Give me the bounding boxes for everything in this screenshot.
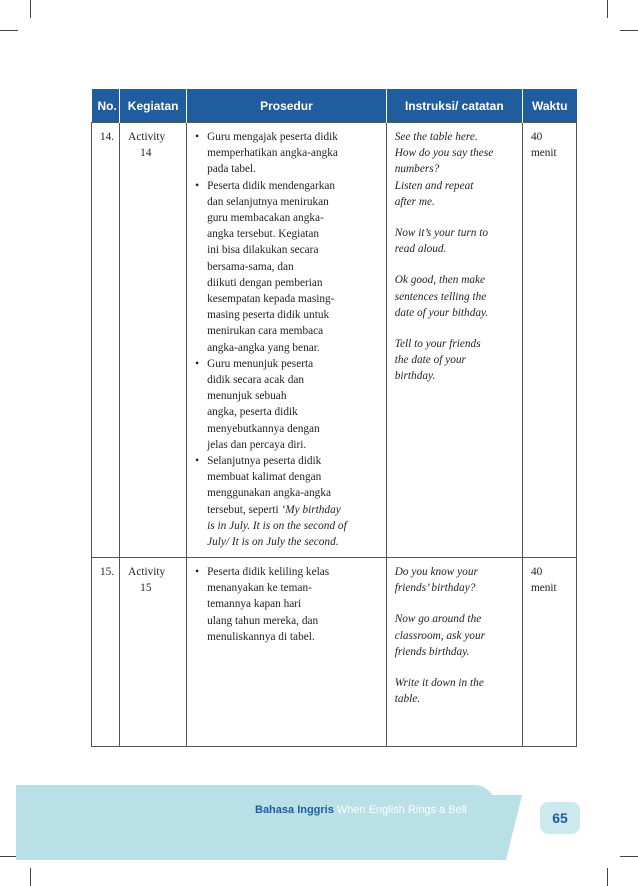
- line: Now it’s your turn to: [394, 227, 489, 240]
- row-instruksi: [386, 558, 522, 747]
- list-item: [195, 453, 380, 550]
- line-plain: tersebut, seperti: [207, 503, 282, 516]
- book-title: Bahasa Inggris: [255, 804, 334, 816]
- instruction-block: [395, 225, 516, 257]
- line: [207, 502, 380, 518]
- line: bersama-sama, dan: [207, 260, 294, 273]
- instruction-block: [395, 675, 516, 707]
- line: sentences telling the: [394, 290, 487, 303]
- line: friends birthday.: [394, 645, 470, 658]
- kegiatan-number: 14: [140, 147, 152, 160]
- line: menyebutkannya dengan: [207, 422, 320, 435]
- waktu-unit: menit: [530, 582, 557, 595]
- row-waktu: [522, 123, 576, 558]
- crop-mark-br-h: [620, 856, 638, 857]
- list-item: [195, 356, 380, 453]
- line: guru membacakan angka-: [207, 212, 324, 225]
- line: ini bisa dilakukan secara: [207, 244, 319, 257]
- kegiatan-number: 15: [140, 582, 152, 595]
- row-prosedur: [187, 123, 387, 558]
- line: Listen and repeat: [394, 179, 474, 192]
- line: menggunakan angka-angka: [207, 487, 331, 500]
- lesson-table: [91, 89, 577, 747]
- header-prosedur: Prosedur: [187, 89, 387, 123]
- line: date of your bithday.: [394, 306, 489, 319]
- row-number: 15.: [92, 558, 120, 747]
- line: didik secara acak dan: [207, 374, 305, 387]
- crop-mark-tl-h: [0, 30, 18, 31]
- line: membuat kalimat dengan: [207, 471, 322, 484]
- line: memperhatikan angka-angka: [207, 147, 338, 160]
- book-subtitle: When English Rings a Bell: [333, 804, 467, 816]
- line: ulang tahun mereka, dan: [207, 614, 319, 627]
- line: Write it down in the: [394, 677, 484, 690]
- line: kesempatan kepada masing-: [207, 293, 335, 306]
- line: Now go around the: [394, 613, 482, 626]
- instruction-block: [395, 564, 516, 596]
- line-italic: ‘My birthday: [281, 503, 341, 516]
- list-item: [195, 564, 380, 645]
- line: menunjuk sebuah: [207, 390, 287, 403]
- line: after me.: [394, 195, 435, 208]
- line: How do you say these: [394, 147, 494, 160]
- crop-mark-tr-v: [607, 0, 608, 18]
- row-number: 14.: [92, 123, 120, 558]
- table-row: [92, 558, 577, 747]
- line: angka-angka yang benar.: [207, 341, 320, 354]
- line: friends’ birthday?: [394, 582, 476, 595]
- line: table.: [394, 693, 421, 706]
- line: • Selanjutnya peserta didik: [207, 455, 322, 468]
- line: • Peserta didik keliling kelas: [207, 566, 330, 578]
- header-waktu: Waktu: [522, 89, 576, 123]
- waktu-number: 40: [530, 566, 543, 578]
- line: read aloud.: [394, 243, 447, 256]
- line: diikuti dengan pemberian: [207, 276, 323, 289]
- waktu-unit: menit: [530, 147, 557, 160]
- instruction-block: [395, 129, 516, 210]
- line: • Peserta didik mendengarkan: [207, 179, 336, 192]
- line: dan selanjutnya menirukan: [207, 195, 329, 208]
- waktu-number: 40: [530, 131, 543, 143]
- line: numbers?: [394, 163, 440, 176]
- header-instruksi: Instruksi/ catatan: [386, 89, 522, 123]
- crop-mark-tl-v: [30, 0, 31, 18]
- row-kegiatan: [120, 558, 187, 747]
- line: pada tabel.: [207, 163, 257, 176]
- line: menuliskannya di tabel.: [207, 630, 315, 643]
- line: masing peserta didik untuk: [207, 309, 330, 322]
- table-header-row: [92, 89, 577, 123]
- line: Do you know your: [394, 566, 478, 578]
- line: temannya kapan hari: [207, 598, 302, 611]
- header-no: No.: [92, 89, 120, 123]
- row-instruksi: [386, 123, 522, 558]
- line: the date of your: [394, 354, 466, 367]
- line: July/ It is on July the second.: [207, 536, 339, 549]
- line: birthday.: [394, 370, 436, 383]
- line: menanyakan ke teman-: [207, 582, 312, 595]
- footer-band: [16, 785, 496, 860]
- prosedur-list: [195, 129, 380, 550]
- row-prosedur: [187, 558, 387, 747]
- line: is in July. It is on the second of: [207, 519, 347, 532]
- instruction-block: [395, 611, 516, 660]
- crop-mark-bl-v: [30, 868, 31, 886]
- line: Tell to your friends: [394, 338, 481, 351]
- table-row: [92, 123, 577, 558]
- row-waktu: [522, 558, 576, 747]
- row-kegiatan: [120, 123, 187, 558]
- line: See the table here.: [394, 131, 478, 143]
- line: angka tersebut. Kegiatan: [207, 228, 320, 241]
- line: classroom, ask your: [394, 629, 485, 642]
- instruction-block: [395, 336, 516, 385]
- line: • Guru mengajak peserta didik: [207, 131, 338, 143]
- crop-mark-br-v: [607, 868, 608, 886]
- crop-mark-tr-h: [620, 30, 638, 31]
- footer-book-title: [255, 804, 467, 816]
- kegiatan-label: Activity: [128, 131, 166, 143]
- line: • Guru menunjuk peserta: [207, 357, 314, 370]
- list-item: [195, 129, 380, 178]
- line: Ok good, then make: [394, 274, 486, 287]
- instruction-block: [395, 272, 516, 321]
- line: menirukan cara membaca: [207, 325, 324, 338]
- line: jelas dan percaya diri.: [207, 438, 307, 451]
- prosedur-list: [195, 564, 380, 645]
- header-kegiatan: Kegiatan: [120, 89, 187, 123]
- page-number: 65: [540, 802, 580, 834]
- kegiatan-label: Activity: [128, 566, 166, 578]
- line: angka, peserta didik: [207, 406, 298, 419]
- list-item: [195, 178, 380, 356]
